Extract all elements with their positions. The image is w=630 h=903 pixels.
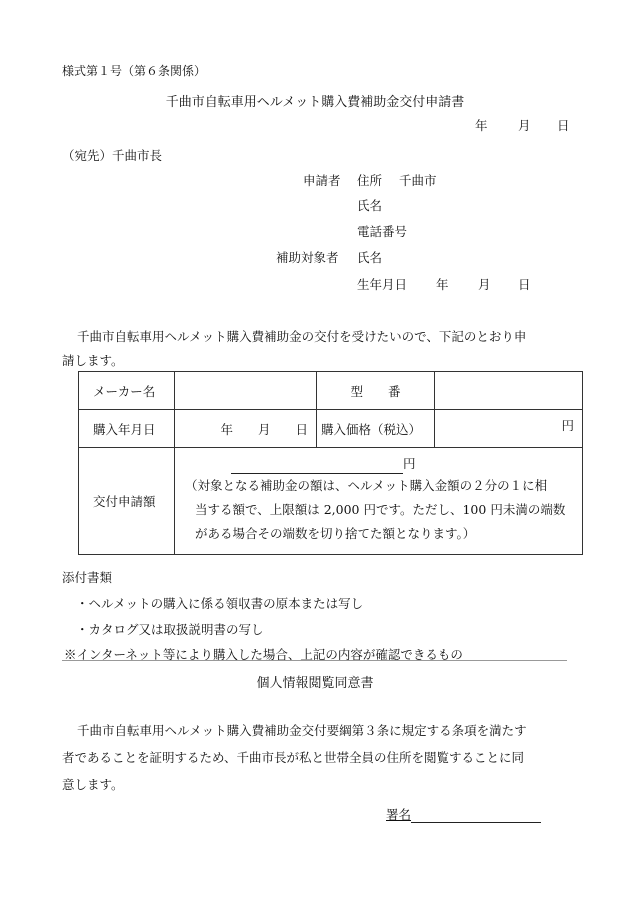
- subject-birth-year: 年: [436, 277, 449, 292]
- grant-note-line-2: 当する額で、上限額は 2,000 円です。ただし、100 円未満の端数: [195, 502, 566, 517]
- subject-birth-label: 生年月日: [357, 277, 408, 292]
- intro-line-2: 請します。: [62, 353, 124, 368]
- addressee: （宛先）千曲市長: [62, 148, 163, 163]
- grant-unit: 円: [403, 456, 416, 471]
- maker-field[interactable]: [175, 372, 317, 410]
- subject-birth-month: 月: [478, 277, 491, 292]
- applicant-phone-label: 電話番号: [357, 224, 408, 239]
- applicant-address-label: 住所: [357, 173, 383, 188]
- applicant-name-label: 氏名: [357, 198, 383, 213]
- purchase-date-label: 購入年月日: [79, 410, 175, 448]
- intro-line-1: 千曲市自転車用ヘルメット購入費補助金の交付を受けたいので、下記のとおり申: [77, 329, 527, 344]
- table-row: [79, 410, 583, 448]
- model-label: 型 番: [317, 372, 435, 410]
- purchase-date-field[interactable]: 年 月 日: [175, 410, 317, 448]
- signature-field[interactable]: [411, 810, 541, 823]
- grant-amount-field[interactable]: [231, 461, 403, 474]
- maker-label: メーカー名: [79, 372, 175, 410]
- table-row: [79, 372, 583, 410]
- date-month-label: 月: [518, 118, 531, 133]
- price-field[interactable]: [435, 410, 583, 448]
- subject-name-label: 氏名: [357, 250, 383, 265]
- consent-title: 個人情報閲覧同意書: [256, 676, 374, 691]
- attachments-heading: 添付書類: [62, 570, 113, 585]
- attachment-item-2: ・カタログ又は取扱説明書の写し: [76, 622, 264, 637]
- consent-line-2: 者であることを証明するため、千曲市長が私と世帯全員の住所を閲覧することに同: [62, 750, 525, 765]
- attachment-note: ※インターネット等により購入した場合、上記の内容が確認できるもの: [64, 647, 463, 662]
- date-day-label: 日: [557, 118, 570, 133]
- date-year-label: 年: [475, 118, 488, 133]
- section-divider: [62, 660, 567, 661]
- signature-row: [386, 805, 541, 823]
- applicant-address-value: 千曲市: [399, 173, 437, 188]
- grant-cell: [175, 448, 583, 555]
- grant-amount-row: [185, 454, 578, 474]
- grant-note-line-1: （対象となる補助金の額は、ヘルメット購入金額の２分の１に相: [185, 478, 548, 493]
- form-title: 千曲市自転車用ヘルメット購入費補助金交付申請書: [165, 95, 465, 110]
- model-field[interactable]: [435, 372, 583, 410]
- grant-label: 交付申請額: [79, 448, 175, 555]
- price-label: 購入価格（税込）: [317, 410, 435, 448]
- attachment-item-1: ・ヘルメットの購入に係る領収書の原本または写し: [76, 596, 364, 611]
- signature-label: 署名: [386, 807, 412, 822]
- consent-line-1: 千曲市自転車用ヘルメット購入費補助金交付要綱第３条に規定する条項を満たす: [77, 723, 527, 738]
- price-unit: 円: [561, 418, 574, 433]
- table-row: [79, 448, 583, 555]
- subject-role-label: 補助対象者: [276, 250, 339, 265]
- application-table: [78, 371, 583, 555]
- consent-line-3: 意します。: [62, 777, 124, 792]
- subject-birth-day: 日: [518, 277, 531, 292]
- form-number: 様式第１号（第６条関係）: [62, 64, 207, 78]
- applicant-role-label: 申請者: [303, 173, 341, 188]
- grant-note-line-3: がある場合その端数を切り捨てた額となります。）: [195, 526, 476, 541]
